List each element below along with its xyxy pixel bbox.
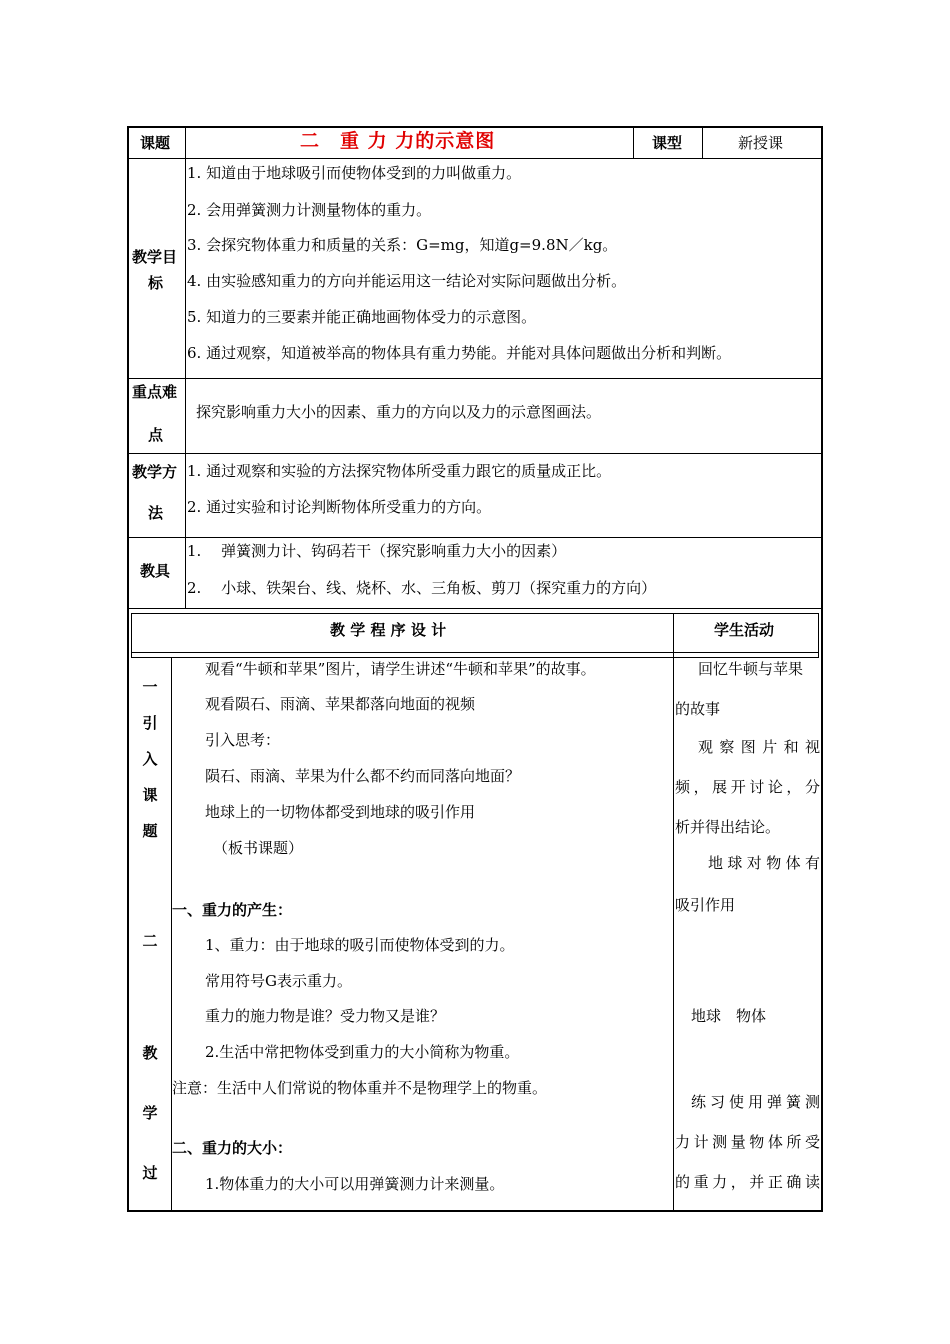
row-divider xyxy=(127,378,823,379)
column-divider xyxy=(702,126,703,158)
subject-label: 课题 xyxy=(140,134,171,152)
section-two-char: 教 xyxy=(142,1044,158,1062)
section-two-line: 1、重力：由于地球的吸引而使物体受到的力。 xyxy=(205,936,515,954)
objectives-label: 教学目 xyxy=(132,248,178,266)
design-header: 教 学 程 序 设 计 xyxy=(330,621,447,639)
objectives-label-cont: 标 xyxy=(148,274,164,292)
student-activity-line: 观察图片和视 xyxy=(698,738,820,756)
objective-item: 6. 通过观察，知道被举高的物体具有重力势能。并能对具体问题做出分析和判断。 xyxy=(187,344,732,362)
section-heading: 一、重力的产生： xyxy=(172,901,293,919)
section-one-line: 陨石、雨滴、苹果为什么都不约而同落向地面？ xyxy=(205,767,521,785)
section-two-char: 过 xyxy=(142,1164,158,1182)
keypoints-label-cont: 点 xyxy=(148,426,164,444)
section-one-line: 观看陨石、雨滴、苹果都落向地面的视频 xyxy=(205,695,476,713)
section-one-line: 地球上的一切物体都受到地球的吸引作用 xyxy=(205,803,476,821)
row-divider xyxy=(131,613,819,614)
row-divider xyxy=(127,158,823,159)
column-divider xyxy=(131,613,132,657)
section-one-line: 观看“牛顿和苹果”图片，请学生讲述“牛顿和苹果”的故事。 xyxy=(205,660,596,678)
column-divider xyxy=(673,613,674,1212)
student-activity-line: 回忆牛顿与苹果 xyxy=(698,660,804,678)
row-divider xyxy=(127,537,823,538)
student-activity-line: 的重力，并正确读 xyxy=(675,1173,820,1191)
student-activity-line: 的故事 xyxy=(675,700,721,718)
section-two-line: 重力的施力物是谁？受力物又是谁？ xyxy=(205,1007,446,1025)
type-value: 新授课 xyxy=(738,134,784,152)
tool-item: 2. 小球、铁架台、线、烧杯、水、三角板、剪刀（探究重力的方向） xyxy=(187,579,657,597)
section-one-line: 引入思考： xyxy=(205,731,281,749)
section-one-char: 入 xyxy=(142,750,158,768)
student-activity-line: 地球对物体有 xyxy=(708,854,820,872)
section-two-note: 注意：生活中人们常说的物体重并不是物理学上的物重。 xyxy=(172,1079,548,1097)
student-activity-line: 力计测量物体所受 xyxy=(675,1133,820,1151)
student-activity-line: 频，展开讨论，分 xyxy=(675,778,820,796)
methods-label-cont: 法 xyxy=(148,504,164,522)
activity-header: 学生活动 xyxy=(714,621,775,639)
row-divider xyxy=(131,652,819,653)
section-one-char: 一 xyxy=(142,678,158,696)
section-one-line: （板书课题） xyxy=(213,839,304,857)
objective-item: 1. 知道由于地球吸引而使物体受到的力叫做重力。 xyxy=(187,164,522,182)
student-activity-line: 练习使用弹簧测 xyxy=(691,1093,820,1111)
student-activity-line: 析并得出结论。 xyxy=(675,818,781,836)
tools-label: 教具 xyxy=(140,562,171,580)
page-title: 二 重 力 力的示意图 xyxy=(300,130,496,152)
methods-label: 教学方 xyxy=(132,463,178,481)
section-two-line: 1.物体重力的大小可以用弹簧测力计来测量。 xyxy=(205,1175,505,1193)
row-divider xyxy=(127,608,823,609)
column-divider xyxy=(171,657,172,1212)
row-divider xyxy=(131,657,819,658)
objective-item: 2. 会用弹簧测力计测量物体的重力。 xyxy=(187,201,432,219)
section-two-char: 二 xyxy=(142,932,158,950)
tool-item: 1. 弹簧测力计、钩码若干（探究影响重力大小的因素） xyxy=(187,542,567,560)
column-divider xyxy=(633,126,634,158)
section-two-line: 常用符号G表示重力。 xyxy=(205,972,352,990)
column-divider xyxy=(185,126,186,608)
section-two-line: 2.生活中常把物体受到重力的大小简称为物重。 xyxy=(205,1043,520,1061)
method-item: 1. 通过观察和实验的方法探究物体所受重力跟它的质量成正比。 xyxy=(187,462,612,480)
type-label: 课型 xyxy=(652,134,683,152)
student-activity-line: 地球 物体 xyxy=(691,1007,767,1025)
keypoints-text: 探究影响重力大小的因素、重力的方向以及力的示意图画法。 xyxy=(196,403,602,421)
section-two-char: 学 xyxy=(142,1104,158,1122)
section-heading: 二、重力的大小： xyxy=(172,1139,293,1157)
objective-item: 3. 会探究物体重力和质量的关系：G=mg，知道g=9.8N／kg。 xyxy=(187,236,618,254)
student-activity-line: 吸引作用 xyxy=(675,896,736,914)
row-divider xyxy=(127,453,823,454)
objective-item: 4. 由实验感知重力的方向并能运用这一结论对实际问题做出分析。 xyxy=(187,272,627,290)
method-item: 2. 通过实验和讨论判断物体所受重力的方向。 xyxy=(187,498,492,516)
keypoints-label: 重点难 xyxy=(132,383,178,401)
section-one-char: 引 xyxy=(142,714,158,732)
objective-item: 5. 知道力的三要素并能正确地画物体受力的示意图。 xyxy=(187,308,537,326)
section-one-char: 课 xyxy=(142,786,158,804)
column-divider xyxy=(818,613,819,657)
section-one-char: 题 xyxy=(142,822,158,840)
